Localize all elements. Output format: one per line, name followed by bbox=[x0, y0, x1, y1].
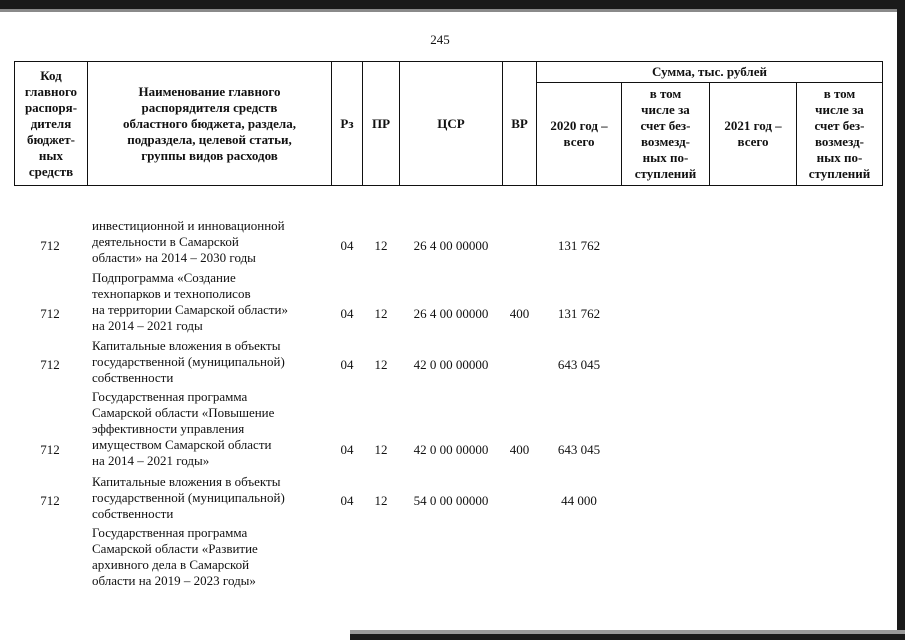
table-row-4-csr: 42 0 00 00000 bbox=[413, 442, 489, 457]
table-row-1-code: 712 bbox=[40, 238, 60, 253]
page-number: 245 bbox=[430, 32, 450, 47]
table-row-4-code: 712 bbox=[40, 442, 60, 457]
header-csr: ЦСР bbox=[437, 115, 465, 131]
table-row-4-rz: 04 bbox=[340, 442, 354, 457]
table-row-4-vr: 400 bbox=[509, 442, 530, 457]
table-row-2-pr: 12 bbox=[374, 306, 388, 321]
header-pr: ПР bbox=[371, 115, 391, 131]
table-row-5-sum-2020: 44 000 bbox=[561, 493, 597, 508]
header-2021-total: 2021 год – всего bbox=[724, 118, 782, 149]
table-row-2-vr: 400 bbox=[509, 306, 530, 321]
table-row-1-sum-2020: 131 762 bbox=[557, 238, 601, 253]
table-row-5-name: Государственная программа Самарской области «Развитие архивного дела в Самарской области на 2019 – 2023 годы» bbox=[92, 525, 258, 588]
scan-border-right bbox=[897, 0, 905, 640]
header-vr: ВР bbox=[511, 115, 528, 131]
table-row-5-rz: 04 bbox=[340, 493, 354, 508]
table-row-4-pr: 12 bbox=[374, 442, 388, 457]
table-row-2-sum-2020: 131 762 bbox=[557, 306, 601, 321]
header-name: Наименование главного распорядителя средств областного бюджета, раздела, подраздела, целевой статьи, группы видов расходов bbox=[123, 83, 296, 163]
table-row-3-name: Государственная программа Самарской области «Повышение эффективности управления имуществом Самарской области на 2014 – 2021 годы» bbox=[92, 389, 275, 468]
table-row-2-csr: 26 4 00 00000 bbox=[413, 306, 489, 321]
header-2020-total: 2020 год – всего bbox=[550, 118, 608, 149]
header-rz: Рз bbox=[340, 115, 354, 131]
table-row-3-rz: 04 bbox=[340, 357, 354, 372]
table-row-5-code: 712 bbox=[40, 493, 60, 508]
table-row-2-code: 712 bbox=[40, 306, 60, 321]
table-row-4-name: Капитальные вложения в объекты государственной (муниципальной) собственности bbox=[92, 474, 285, 521]
scan-border-top bbox=[0, 0, 905, 9]
table-row-5-csr: 54 0 00 00000 bbox=[413, 493, 489, 508]
table-row-5-pr: 12 bbox=[374, 493, 388, 508]
header-2021-free: в том числе за счет без- возмезд- ных по- ступлений bbox=[808, 86, 871, 181]
table-row-3-code: 712 bbox=[40, 357, 60, 372]
table-row-1-name: Подпрограмма «Создание технопарков и технополисов на территории Самарской области» на 2014 – 2021 годы bbox=[92, 270, 288, 333]
table-row-3-pr: 12 bbox=[374, 357, 388, 372]
table-row-1-csr: 26 4 00 00000 bbox=[413, 238, 489, 253]
table-row-1-rz: 04 bbox=[340, 238, 354, 253]
table-row-3-csr: 42 0 00 00000 bbox=[413, 357, 489, 372]
table-row-2-name: Капитальные вложения в объекты государственной (муниципальной) собственности bbox=[92, 338, 285, 385]
table-row-4-sum-2020: 643 045 bbox=[557, 442, 601, 457]
table-row-0-name: инвестиционной и инновационной деятельности в Самарской области» на 2014 – 2030 годы bbox=[92, 218, 285, 265]
header-code: Код главного распоря- дителя бюджет- ных средств bbox=[24, 67, 78, 179]
table-row-2-rz: 04 bbox=[340, 306, 354, 321]
scan-border-bottom bbox=[350, 634, 905, 640]
header-2020-free: в том числе за счет без- возмезд- ных по- ступлений bbox=[634, 86, 697, 181]
table-row-1-pr: 12 bbox=[374, 238, 388, 253]
header-sum-group: Сумма, тыс. рублей bbox=[652, 64, 767, 79]
table-row-3-sum-2020: 643 045 bbox=[557, 357, 601, 372]
scan-border-top-shadow bbox=[0, 9, 905, 12]
